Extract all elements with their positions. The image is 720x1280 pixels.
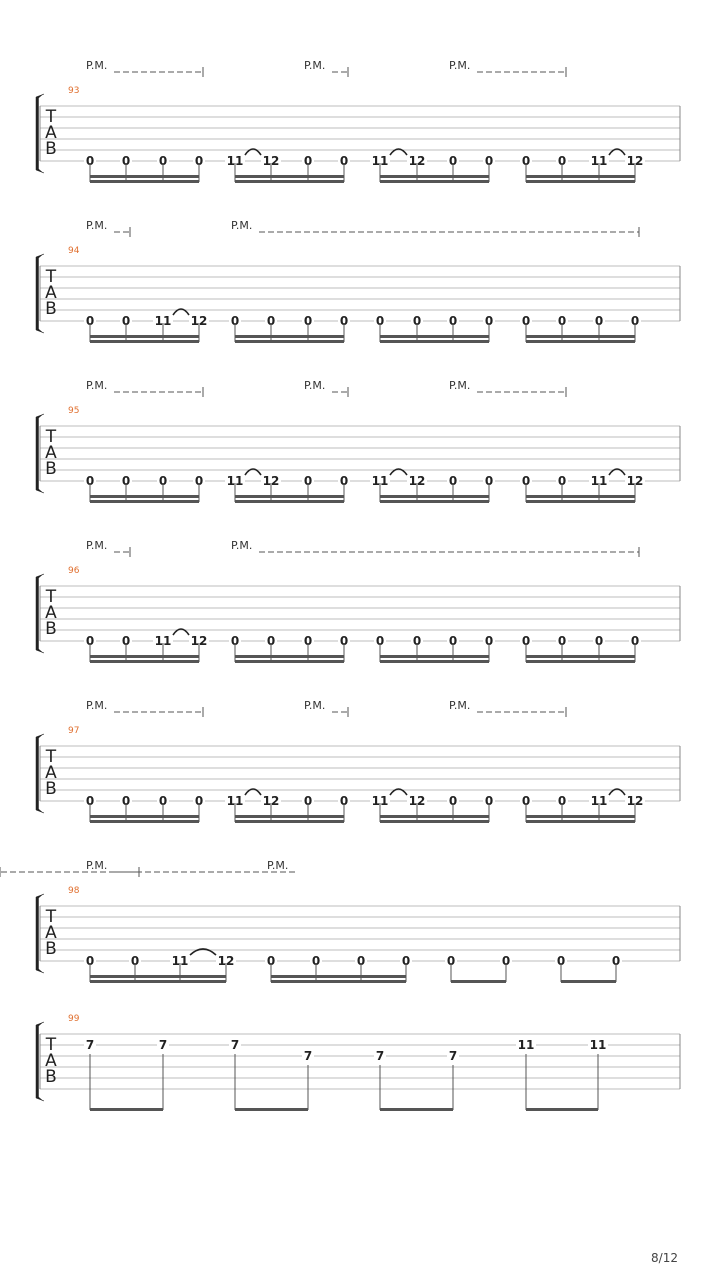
- fret-number: 12: [626, 794, 644, 808]
- note-beam: [526, 815, 635, 818]
- tab-clef-letter: T: [45, 907, 57, 927]
- note-beam: [380, 660, 489, 663]
- note-beam: [380, 815, 489, 818]
- fret-number: 0: [484, 474, 494, 488]
- note-beam: [235, 495, 344, 498]
- note-beam: [380, 655, 489, 658]
- palm-mute-label: P.M.: [449, 699, 471, 712]
- fret-number: 11: [589, 1038, 607, 1052]
- note-beam: [271, 980, 406, 983]
- fret-number: 0: [594, 314, 604, 328]
- palm-mute-label: P.M.: [86, 699, 108, 712]
- note-beam: [526, 655, 635, 658]
- fret-number: 0: [158, 154, 168, 168]
- fret-number: 0: [121, 474, 131, 488]
- fret-number: 0: [484, 634, 494, 648]
- fret-number: 0: [121, 794, 131, 808]
- tab-clef-letter: T: [45, 587, 57, 607]
- fret-number: 0: [557, 154, 567, 168]
- fret-number: 11: [371, 794, 389, 808]
- fret-number: 12: [190, 634, 208, 648]
- note-beam: [526, 495, 635, 498]
- palm-mute-label: P.M.: [449, 59, 471, 72]
- fret-number: 7: [230, 1038, 240, 1052]
- fret-number: 0: [230, 314, 240, 328]
- fret-number: 11: [226, 474, 244, 488]
- fret-number: 12: [217, 954, 235, 968]
- bar-number: 99: [68, 1014, 80, 1024]
- tab-clef-letter: A: [45, 603, 57, 623]
- fret-number: 0: [266, 954, 276, 968]
- fret-number: 7: [85, 1038, 95, 1052]
- tab-clef-letter: B: [45, 939, 57, 959]
- fret-number: 0: [375, 314, 385, 328]
- fret-number: 0: [194, 154, 204, 168]
- palm-mute-label: P.M.: [231, 539, 253, 552]
- tab-clef-letter: B: [45, 299, 57, 319]
- fret-number: 0: [448, 474, 458, 488]
- fret-number: 0: [448, 634, 458, 648]
- fret-number: 0: [339, 794, 349, 808]
- tab-clef-letter: B: [45, 1067, 57, 1087]
- fret-number: 0: [611, 954, 621, 968]
- fret-number: 0: [303, 314, 313, 328]
- fret-number: 12: [262, 474, 280, 488]
- fret-number: 11: [590, 794, 608, 808]
- page-number: 8/12: [651, 1251, 678, 1265]
- note-beam: [380, 175, 489, 178]
- note-beam: [526, 660, 635, 663]
- tab-clef-letter: A: [45, 283, 57, 303]
- fret-number: 12: [408, 794, 426, 808]
- fret-number: 11: [371, 474, 389, 488]
- note-beam: [380, 340, 489, 343]
- fret-number: 0: [85, 634, 95, 648]
- fret-number: 0: [521, 314, 531, 328]
- note-beam: [380, 820, 489, 823]
- palm-mute-label: P.M.: [304, 379, 326, 392]
- bar-number: 93: [68, 86, 80, 96]
- note-beam: [380, 335, 489, 338]
- note-beam: [235, 1108, 308, 1111]
- fret-number: 0: [230, 634, 240, 648]
- tab-clef-letter: A: [45, 443, 57, 463]
- fret-number: 0: [339, 154, 349, 168]
- tab-clef-letter: A: [45, 763, 57, 783]
- fret-number: 7: [448, 1049, 458, 1063]
- fret-number: 0: [375, 634, 385, 648]
- note-beam: [90, 335, 199, 338]
- palm-mute-label: P.M.: [86, 379, 108, 392]
- note-beam: [90, 975, 226, 978]
- fret-number: 0: [121, 634, 131, 648]
- bar-number: 95: [68, 406, 80, 416]
- fret-number: 0: [85, 954, 95, 968]
- tab-clef-letter: T: [45, 427, 57, 447]
- fret-number: 0: [521, 474, 531, 488]
- note-beam: [380, 500, 489, 503]
- note-beam: [235, 655, 344, 658]
- palm-mute-label: P.M.: [86, 219, 108, 232]
- fret-number: 0: [121, 154, 131, 168]
- fret-number: 0: [311, 954, 321, 968]
- note-beam: [235, 340, 344, 343]
- palm-mute-label: P.M.: [231, 219, 253, 232]
- fret-number: 0: [121, 314, 131, 328]
- fret-number: 0: [484, 154, 494, 168]
- fret-number: 7: [375, 1049, 385, 1063]
- note-beam: [90, 175, 199, 178]
- tab-clef-letter: T: [45, 747, 57, 767]
- staff-system: [36, 1014, 680, 1111]
- bar-number: 97: [68, 726, 80, 736]
- tab-clef-letter: B: [45, 139, 57, 159]
- note-beam: [90, 660, 199, 663]
- note-beam: [90, 655, 199, 658]
- staff-system: [36, 219, 680, 343]
- fret-number: 12: [408, 474, 426, 488]
- palm-mute-label: P.M.: [267, 859, 289, 872]
- note-beam: [561, 980, 616, 983]
- note-beam: [451, 980, 506, 983]
- note-beam: [235, 820, 344, 823]
- palm-mute-label: P.M.: [449, 379, 471, 392]
- fret-number: 0: [85, 314, 95, 328]
- note-beam: [526, 820, 635, 823]
- fret-number: 0: [557, 314, 567, 328]
- fret-number: 0: [266, 314, 276, 328]
- fret-number: 12: [190, 314, 208, 328]
- fret-number: 0: [448, 314, 458, 328]
- fret-number: 0: [356, 954, 366, 968]
- fret-number: 0: [339, 474, 349, 488]
- fret-number: 12: [262, 154, 280, 168]
- tab-clef-letter: A: [45, 923, 57, 943]
- note-beam: [235, 175, 344, 178]
- staff-system: [36, 539, 680, 663]
- palm-mute-label: P.M.: [304, 59, 326, 72]
- fret-number: 0: [339, 314, 349, 328]
- fret-number: 0: [412, 314, 422, 328]
- staff-system: [36, 59, 680, 183]
- fret-number: 0: [630, 314, 640, 328]
- palm-mute-label: P.M.: [86, 539, 108, 552]
- fret-number: 11: [517, 1038, 535, 1052]
- fret-number: 11: [154, 634, 172, 648]
- note-beam: [90, 980, 226, 983]
- note-beam: [90, 815, 199, 818]
- fret-number: 11: [226, 794, 244, 808]
- fret-number: 0: [556, 954, 566, 968]
- note-beam: [90, 500, 199, 503]
- note-beam: [526, 180, 635, 183]
- fret-number: 0: [130, 954, 140, 968]
- tab-clef-letter: T: [45, 267, 57, 287]
- note-beam: [526, 335, 635, 338]
- staff-system: [36, 379, 680, 503]
- fret-number: 0: [158, 474, 168, 488]
- fret-number: 0: [412, 634, 422, 648]
- fret-number: 0: [630, 634, 640, 648]
- fret-number: 0: [557, 634, 567, 648]
- fret-number: 0: [401, 954, 411, 968]
- fret-number: 0: [303, 474, 313, 488]
- tab-clef-letter: A: [45, 1051, 57, 1071]
- fret-number: 11: [226, 154, 244, 168]
- note-beam: [90, 180, 199, 183]
- fret-number: 12: [626, 154, 644, 168]
- fret-number: 0: [85, 154, 95, 168]
- note-beam: [235, 815, 344, 818]
- fret-number: 7: [303, 1049, 313, 1063]
- tab-clef-letter: T: [45, 107, 57, 127]
- fret-number: 0: [158, 794, 168, 808]
- note-beam: [90, 340, 199, 343]
- tab-clef-letter: B: [45, 779, 57, 799]
- note-beam: [90, 820, 199, 823]
- note-beam: [526, 175, 635, 178]
- tab-clef-letter: B: [45, 619, 57, 639]
- staff-system: [0, 859, 680, 983]
- fret-number: 0: [448, 154, 458, 168]
- fret-number: 0: [85, 794, 95, 808]
- fret-number: 0: [484, 314, 494, 328]
- note-beam: [380, 495, 489, 498]
- tab-clef-letter: A: [45, 123, 57, 143]
- fret-number: 11: [154, 314, 172, 328]
- fret-number: 0: [594, 634, 604, 648]
- bar-number: 98: [68, 886, 80, 896]
- note-beam: [90, 1108, 163, 1111]
- note-beam: [235, 500, 344, 503]
- palm-mute-label: P.M.: [86, 859, 108, 872]
- note-beam: [235, 335, 344, 338]
- fret-number: 0: [521, 634, 531, 648]
- note-beam: [271, 975, 406, 978]
- note-beam: [526, 1108, 598, 1111]
- fret-number: 0: [501, 954, 511, 968]
- note-beam: [235, 660, 344, 663]
- note-beam: [90, 495, 199, 498]
- fret-number: 0: [303, 154, 313, 168]
- fret-number: 0: [194, 794, 204, 808]
- fret-number: 0: [194, 474, 204, 488]
- staff-system: [36, 699, 680, 823]
- fret-number: 11: [590, 474, 608, 488]
- fret-number: 0: [446, 954, 456, 968]
- fret-number: 11: [171, 954, 189, 968]
- bar-number: 96: [68, 566, 80, 576]
- fret-number: 0: [85, 474, 95, 488]
- fret-number: 12: [262, 794, 280, 808]
- fret-number: 11: [590, 154, 608, 168]
- fret-number: 0: [303, 634, 313, 648]
- note-beam: [380, 180, 489, 183]
- fret-number: 12: [408, 154, 426, 168]
- note-beam: [526, 500, 635, 503]
- fret-number: 0: [521, 154, 531, 168]
- tab-clef-letter: B: [45, 459, 57, 479]
- fret-number: 7: [158, 1038, 168, 1052]
- note-beam: [526, 340, 635, 343]
- tab-clef-letter: T: [45, 1035, 57, 1055]
- fret-number: 0: [266, 634, 276, 648]
- fret-number: 11: [371, 154, 389, 168]
- fret-number: 0: [448, 794, 458, 808]
- palm-mute-label: P.M.: [304, 699, 326, 712]
- fret-number: 12: [626, 474, 644, 488]
- fret-number: 0: [339, 634, 349, 648]
- fret-number: 0: [521, 794, 531, 808]
- fret-number: 0: [557, 794, 567, 808]
- note-beam: [235, 180, 344, 183]
- fret-number: 0: [303, 794, 313, 808]
- note-beam: [380, 1108, 453, 1111]
- bar-number: 94: [68, 246, 80, 256]
- fret-number: 0: [557, 474, 567, 488]
- fret-number: 0: [484, 794, 494, 808]
- palm-mute-label: P.M.: [86, 59, 108, 72]
